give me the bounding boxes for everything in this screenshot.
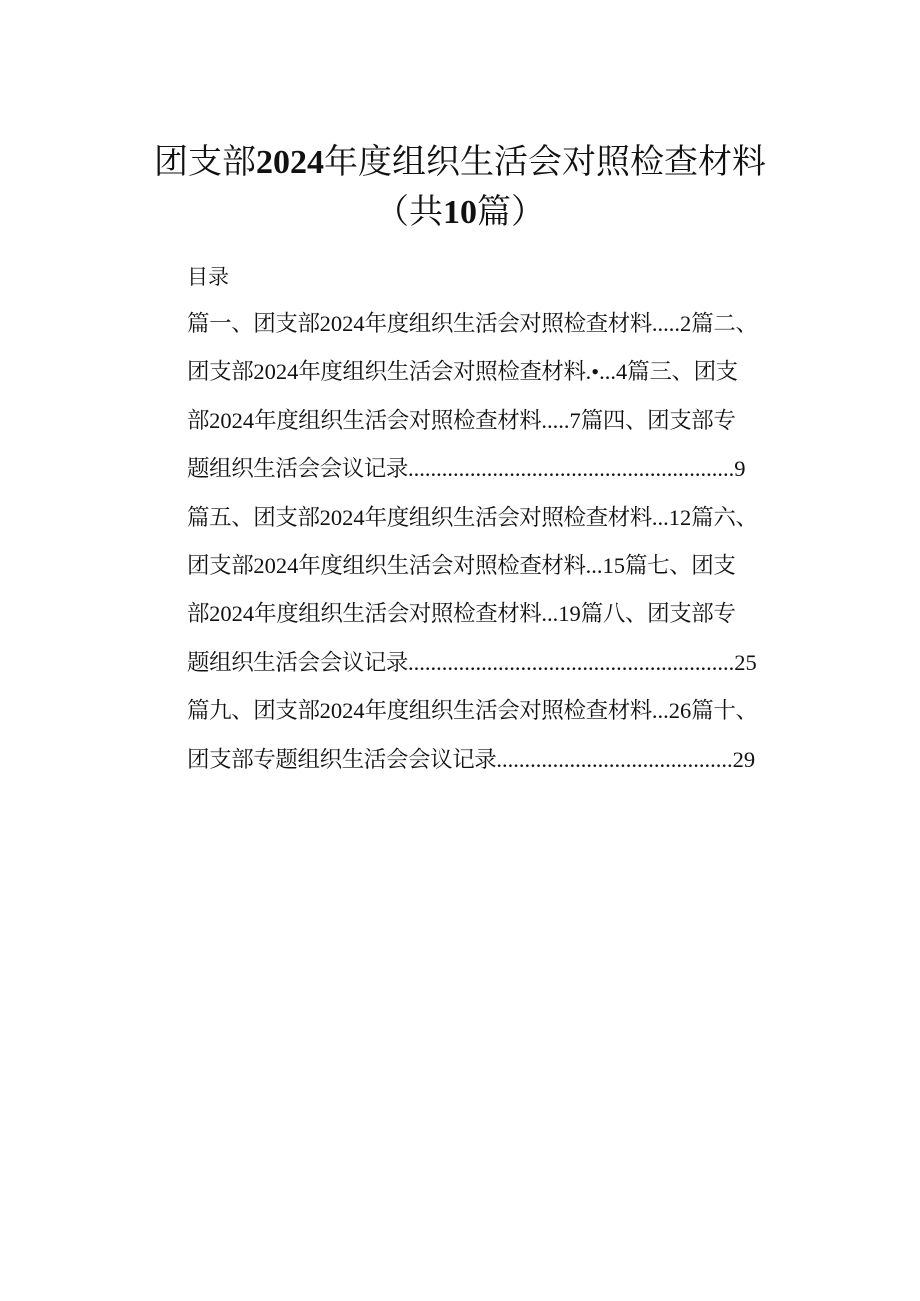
toc-text-segment: ..........................................................25 [408, 649, 757, 675]
subtitle-part-count: 10 [443, 194, 477, 231]
toc-text-segment: 年度组织生活会对照检查材料 [364, 311, 652, 337]
toc-text-segment: 篇七、团支 [625, 553, 736, 579]
toc-text-segment: 篇二、 [691, 311, 758, 337]
toc-entry-line [187, 357, 738, 387]
toc-text-segment: 2024 [209, 601, 255, 627]
document-title [0, 140, 920, 185]
document-subtitle [0, 190, 920, 235]
toc-text-segment: 篇一、团支部 [187, 311, 320, 337]
toc-text-segment: ...19 [541, 601, 581, 627]
toc-text-segment: 2024 [319, 311, 365, 336]
toc-entry-line [187, 599, 736, 629]
toc-entry-line [187, 551, 736, 581]
toc-text-segment: 题组织生活会会议记录 [187, 456, 409, 483]
toc-text-segment: 年度组织生活会对照检查材料 [364, 504, 652, 531]
toc-text-segment: 年度组织生活会对照检查材料 [364, 698, 652, 725]
subtitle-part-1: （共 [375, 192, 443, 232]
toc-text-segment: 篇四、团支部专 [580, 407, 736, 434]
toc-text-segment: 2024 [253, 359, 299, 385]
toc-entry-line [187, 503, 758, 533]
toc-text-segment: 篇十、 [691, 698, 758, 725]
toc-text-segment: .....2 [651, 311, 692, 336]
toc-text-segment: 篇三、团支 [627, 359, 738, 386]
toc-text-segment: 团支部 [187, 359, 254, 386]
toc-text-segment: 题组织生活会会议记录 [187, 649, 409, 676]
toc-heading: 目录 [187, 265, 229, 289]
toc-entry-line [187, 309, 758, 339]
toc-text-segment: .•...4 [585, 359, 628, 385]
toc-text-segment: 篇六、 [691, 504, 758, 531]
toc-text-segment: 2024 [319, 504, 365, 530]
toc-text-segment: 年度组织生活会对照检查材料 [254, 601, 542, 628]
title-part-1: 团支部 [154, 142, 256, 182]
toc-text-segment: 2024 [209, 407, 255, 433]
toc-entry-line [187, 696, 758, 726]
toc-text-segment: ...12 [651, 504, 692, 530]
title-part-2: 年度组织生活会对照检查材料 [324, 142, 766, 182]
toc-text-segment: .....7 [541, 407, 581, 433]
toc-text-segment: 篇八、团支部专 [580, 601, 736, 628]
toc-text-segment: 团支部 [187, 553, 254, 579]
toc-entry-line [187, 648, 757, 678]
subtitle-part-2: 篇） [477, 192, 545, 232]
toc-text-segment: 团支部专题组织生活会会议记录 [187, 746, 497, 773]
toc-text-segment: 年度组织生活会对照检查材料 [254, 407, 542, 434]
toc-text-segment: 篇五、团支部 [187, 504, 320, 531]
toc-text-segment: ..........................................29 [496, 746, 756, 772]
toc-text-segment: ..........................................................9 [408, 456, 746, 482]
toc-text-segment: 部 [187, 407, 210, 434]
toc-text-segment: ...15 [585, 553, 625, 578]
toc-text-segment: 2024 [253, 553, 299, 578]
toc-text-segment: 部 [187, 601, 210, 628]
title-part-year: 2024 [256, 144, 324, 181]
toc-text-segment: 年度组织生活会对照检查材料 [298, 553, 586, 579]
toc-text-segment: 2024 [319, 698, 365, 724]
toc-text-segment: ...26 [651, 698, 692, 724]
toc-entry-line [187, 745, 755, 775]
toc-text-segment: 年度组织生活会对照检查材料 [298, 359, 586, 386]
toc-text-segment: 篇九、团支部 [187, 698, 320, 725]
toc-entry-line [187, 406, 736, 436]
toc-entry-line [187, 454, 746, 484]
